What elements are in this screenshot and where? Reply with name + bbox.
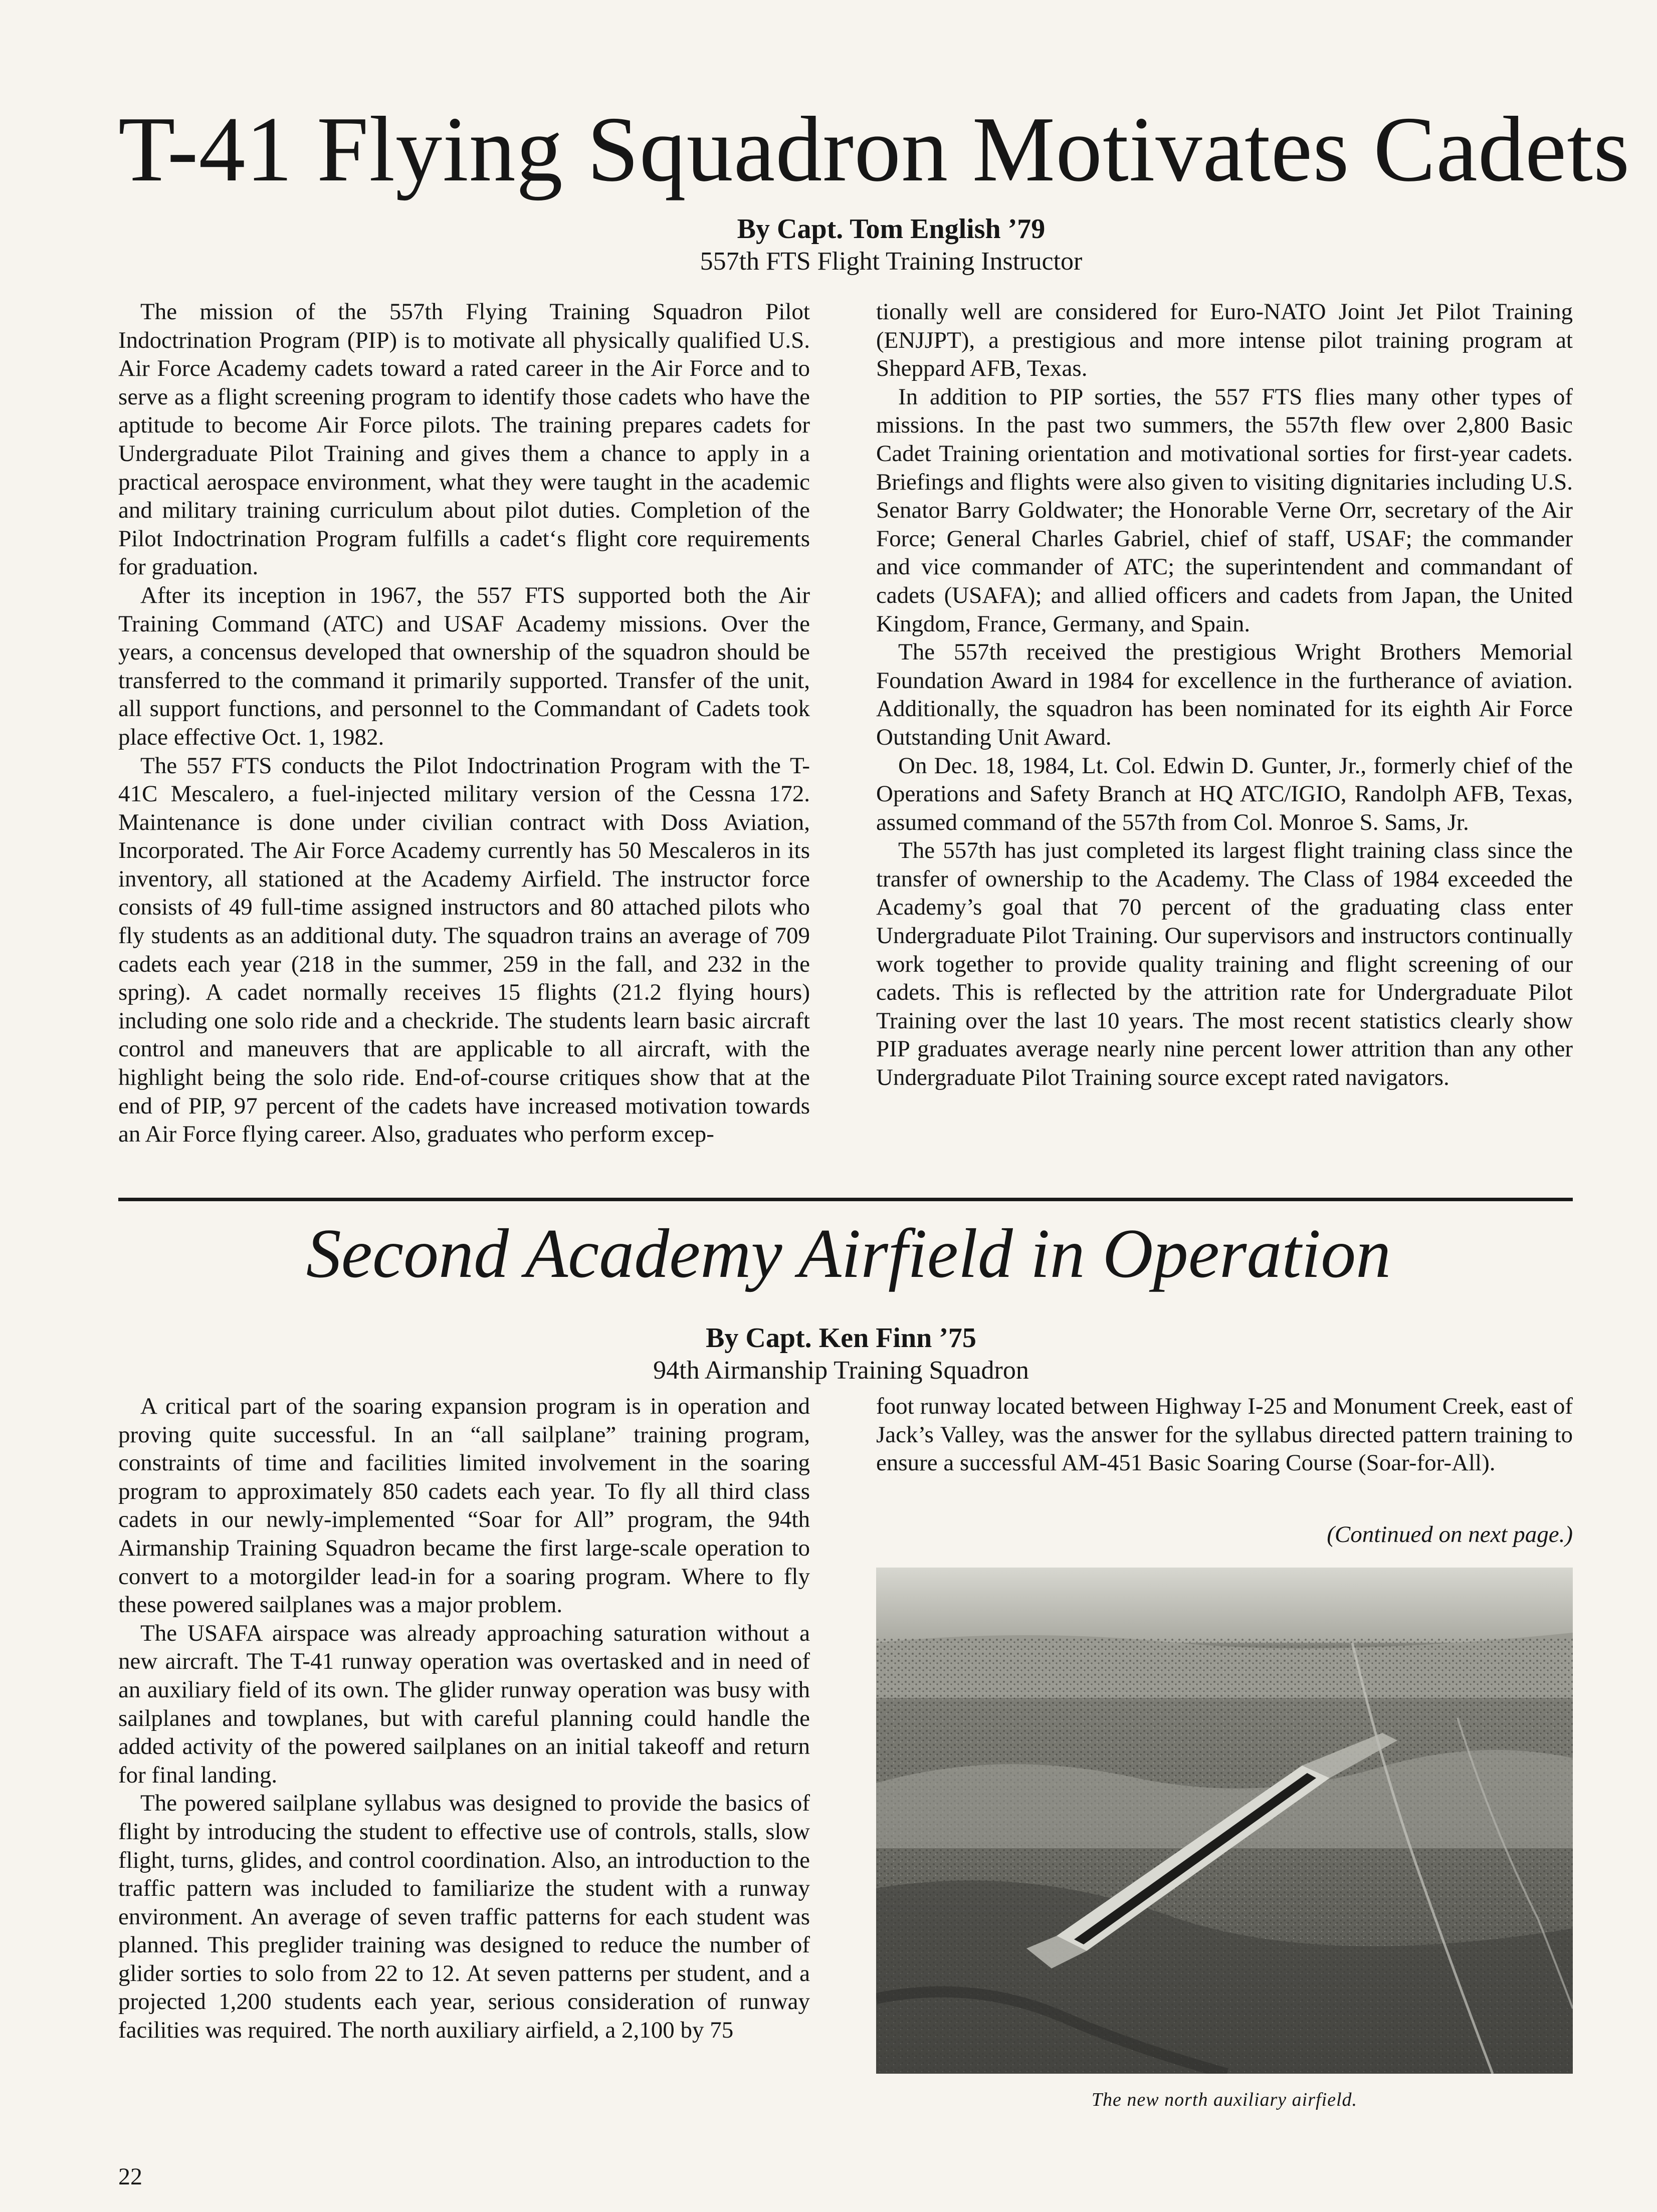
article-1-byline-block <box>0 213 1657 278</box>
article-1-headline: T-41 Flying Squadron Motivates Cadets <box>118 98 1630 201</box>
page-number: 22 <box>118 2163 142 2190</box>
article-2-byline-block <box>0 1322 1657 1387</box>
photo-caption: The new north auxiliary airfield. <box>1091 2089 1358 2110</box>
paragraph: tionally well are considered for Euro-NATO Joint Jet Pilot Training (ENJJPT), a prestigious and more intense pilot training program at Sheppard AFB, Texas. <box>876 299 1573 382</box>
paragraph: On Dec. 18, 1984, Lt. Col. Edwin D. Gunter, Jr., formerly chief of the Operations and Safety Branch at HQ ATC/IGIO, Randolph AFB, Texas, assumed command of the 557th from Col. Monroe S. Sams, Jr. <box>876 752 1573 835</box>
paragraph: The 557 FTS conducts the Pilot Indoctrination Program with the T-41C Mescalero, a fuel-injected military version of the Cessna 172. Maintenance is done under civilian contract with Doss Aviation, Incorporated. The Air Force Academy currently has 50 Mescaleros in its inventory, all stationed at the Academy Airfield. The instructor force consists of 49 full-time assigned instructors and 80 attached pilots who fly students as an additional duty. The squadron trains an average of 709 cadets each year (218 in the summer, 259 in the fall, and 232 in the spring). A cadet normally receives 15 flights (21.2 flying hours) including one solo ride and a checkride. The students learn basic aircraft control and maneuvers that are applicable to all aircraft, with the highlight being the solo ride. End-of-course critiques show that at the end of PIP, 97 percent of the cadets have increased motivation towards an Air Force flying career. Also, graduates who perform excep- <box>118 752 810 1148</box>
paragraph: foot runway located between Highway I-25 and Monument Creek, east of Jack’s Valley, was the answer for the syllabus directed pattern training to ensure a successful AM-451 Basic Soaring Course (Soar-for-All). <box>876 1393 1573 1476</box>
article-1-column-2 <box>876 298 1573 1092</box>
article-1-column-1 <box>118 298 810 1149</box>
paragraph: In addition to PIP sorties, the 557 FTS flies many other types of missions. In the past two summers, the 557th flew over 2,800 Basic Cadet Training orientation and motivational sorties for first-year cadets. Briefings and flights were also given to visiting dignitaries including U.S. Senator Barry Goldwater; the Honorable Verne Orr, secretary of the Air Force; General Charles Gabriel, chief of staff, USAF; the commander and vice commander of ATC; the superintendent and commandant of cadets (USAFA); and allied officers and cadets from Japan, the United Kingdom, France, Germany, and Spain. <box>876 383 1573 637</box>
paragraph: The mission of the 557th Flying Training Squadron Pilot Indoctrination Program (PIP) is to motivate all physically qualified U.S. Air Force Academy cadets toward a rated career in the Air Force and to serve as a flight screening program to identify those cadets who have the aptitude to become Air Force pilots. The training prepares cadets for Undergraduate Pilot Training and gives them a chance to apply in a practical aerospace environment, what they were taught in the academic and military training curriculum about pilot duties. Completion of the Pilot Indoctrination Program fulfills a cadet‘s flight core requirements for graduation. <box>118 299 810 580</box>
article-2-column-1 <box>118 1392 810 2045</box>
paragraph: The powered sailplane syllabus was designed to provide the basics of flight by introducing the student to effective use of controls, stalls, slow flight, turns, glides, and control coordination. Also, an introduction to the traffic pattern was included to familiarize the student with a runway environment. An average of seven traffic patterns for each student was planned. This preglider training was designed to reduce the number of glider sorties to solo from 22 to 12. At seven patterns per student, and a projected 1,200 students each year, serious consideration of runway facilities was required. The north auxiliary airfield, a 2,100 by 75 <box>118 1790 810 2044</box>
continued-notice: (Continued on next page.) <box>1327 1521 1573 1547</box>
section-divider <box>118 1198 1573 1201</box>
article-1-byline: By Capt. Tom English ’79 <box>737 213 1046 245</box>
paragraph: A critical part of the soaring expansion program is in operation and proving quite successful. In an “all sailplane” training program, constraints of time and facilities limited involvement in the soaring program to approximately 850 cadets each year. To fly all third class cadets in our newly-implemented “Soar for All” program, the 94th Airmanship Training Squadron became the first large-scale operation to convert to a motorgilder lead-in for a soaring program. Where to fly these powered sailplanes was a major problem. <box>118 1393 810 1618</box>
article-2-column-2 <box>876 1392 1573 1477</box>
article-2-byline: By Capt. Ken Finn ’75 <box>706 1322 976 1354</box>
paragraph: The USAFA airspace was already approaching saturation without a new aircraft. The T-41 runway operation was overtasked and in need of an auxiliary field of its own. The glider runway operation was busy with sailplanes and towplanes, but with careful planning could handle the added activity of the powered sailplanes on an initial takeoff and return for final landing. <box>118 1620 810 1788</box>
article-2-author-role: 94th Airmanship Training Squadron <box>653 1356 1029 1385</box>
paragraph: The 557th received the prestigious Wright Brothers Memorial Foundation Award in 1984 for excellence in the furtherance of aviation. Additionally, the squadron has been nominated for its eighth Air Force Outstanding Unit Award. <box>876 639 1573 750</box>
paragraph: After its inception in 1967, the 557 FTS supported both the Air Training Command (ATC) and USAF Academy missions. Over the years, a concensus developed that ownership of the squadron should be transferred to the command it primarily supported. Transfer of the unit, all support functions, and personnel to the Commandant of Cadets took place effective Oct. 1, 1982. <box>118 582 810 750</box>
article-2-headline: Second Academy Airfield in Operation <box>306 1215 1391 1292</box>
paragraph: The 557th has just completed its largest flight training class since the transfer of ownership to the Academy. The Class of 1984 exceeded the Academy’s goal that 70 percent of the graduating class enter Undergraduate Pilot Training. Our supervisors and instructors continually work together to provide quality training and flight screening of our cadets. This is reflected by the attrition rate for Undergraduate Pilot Training over the last 10 years. The most recent statistics clearly show PIP graduates average nearly nine percent lower attrition than any other Undergraduate Pilot Training source except rated navigators. <box>876 837 1573 1091</box>
article-1-author-role: 557th FTS Flight Training Instructor <box>700 247 1083 276</box>
airfield-aerial-photo <box>876 1568 1573 2074</box>
